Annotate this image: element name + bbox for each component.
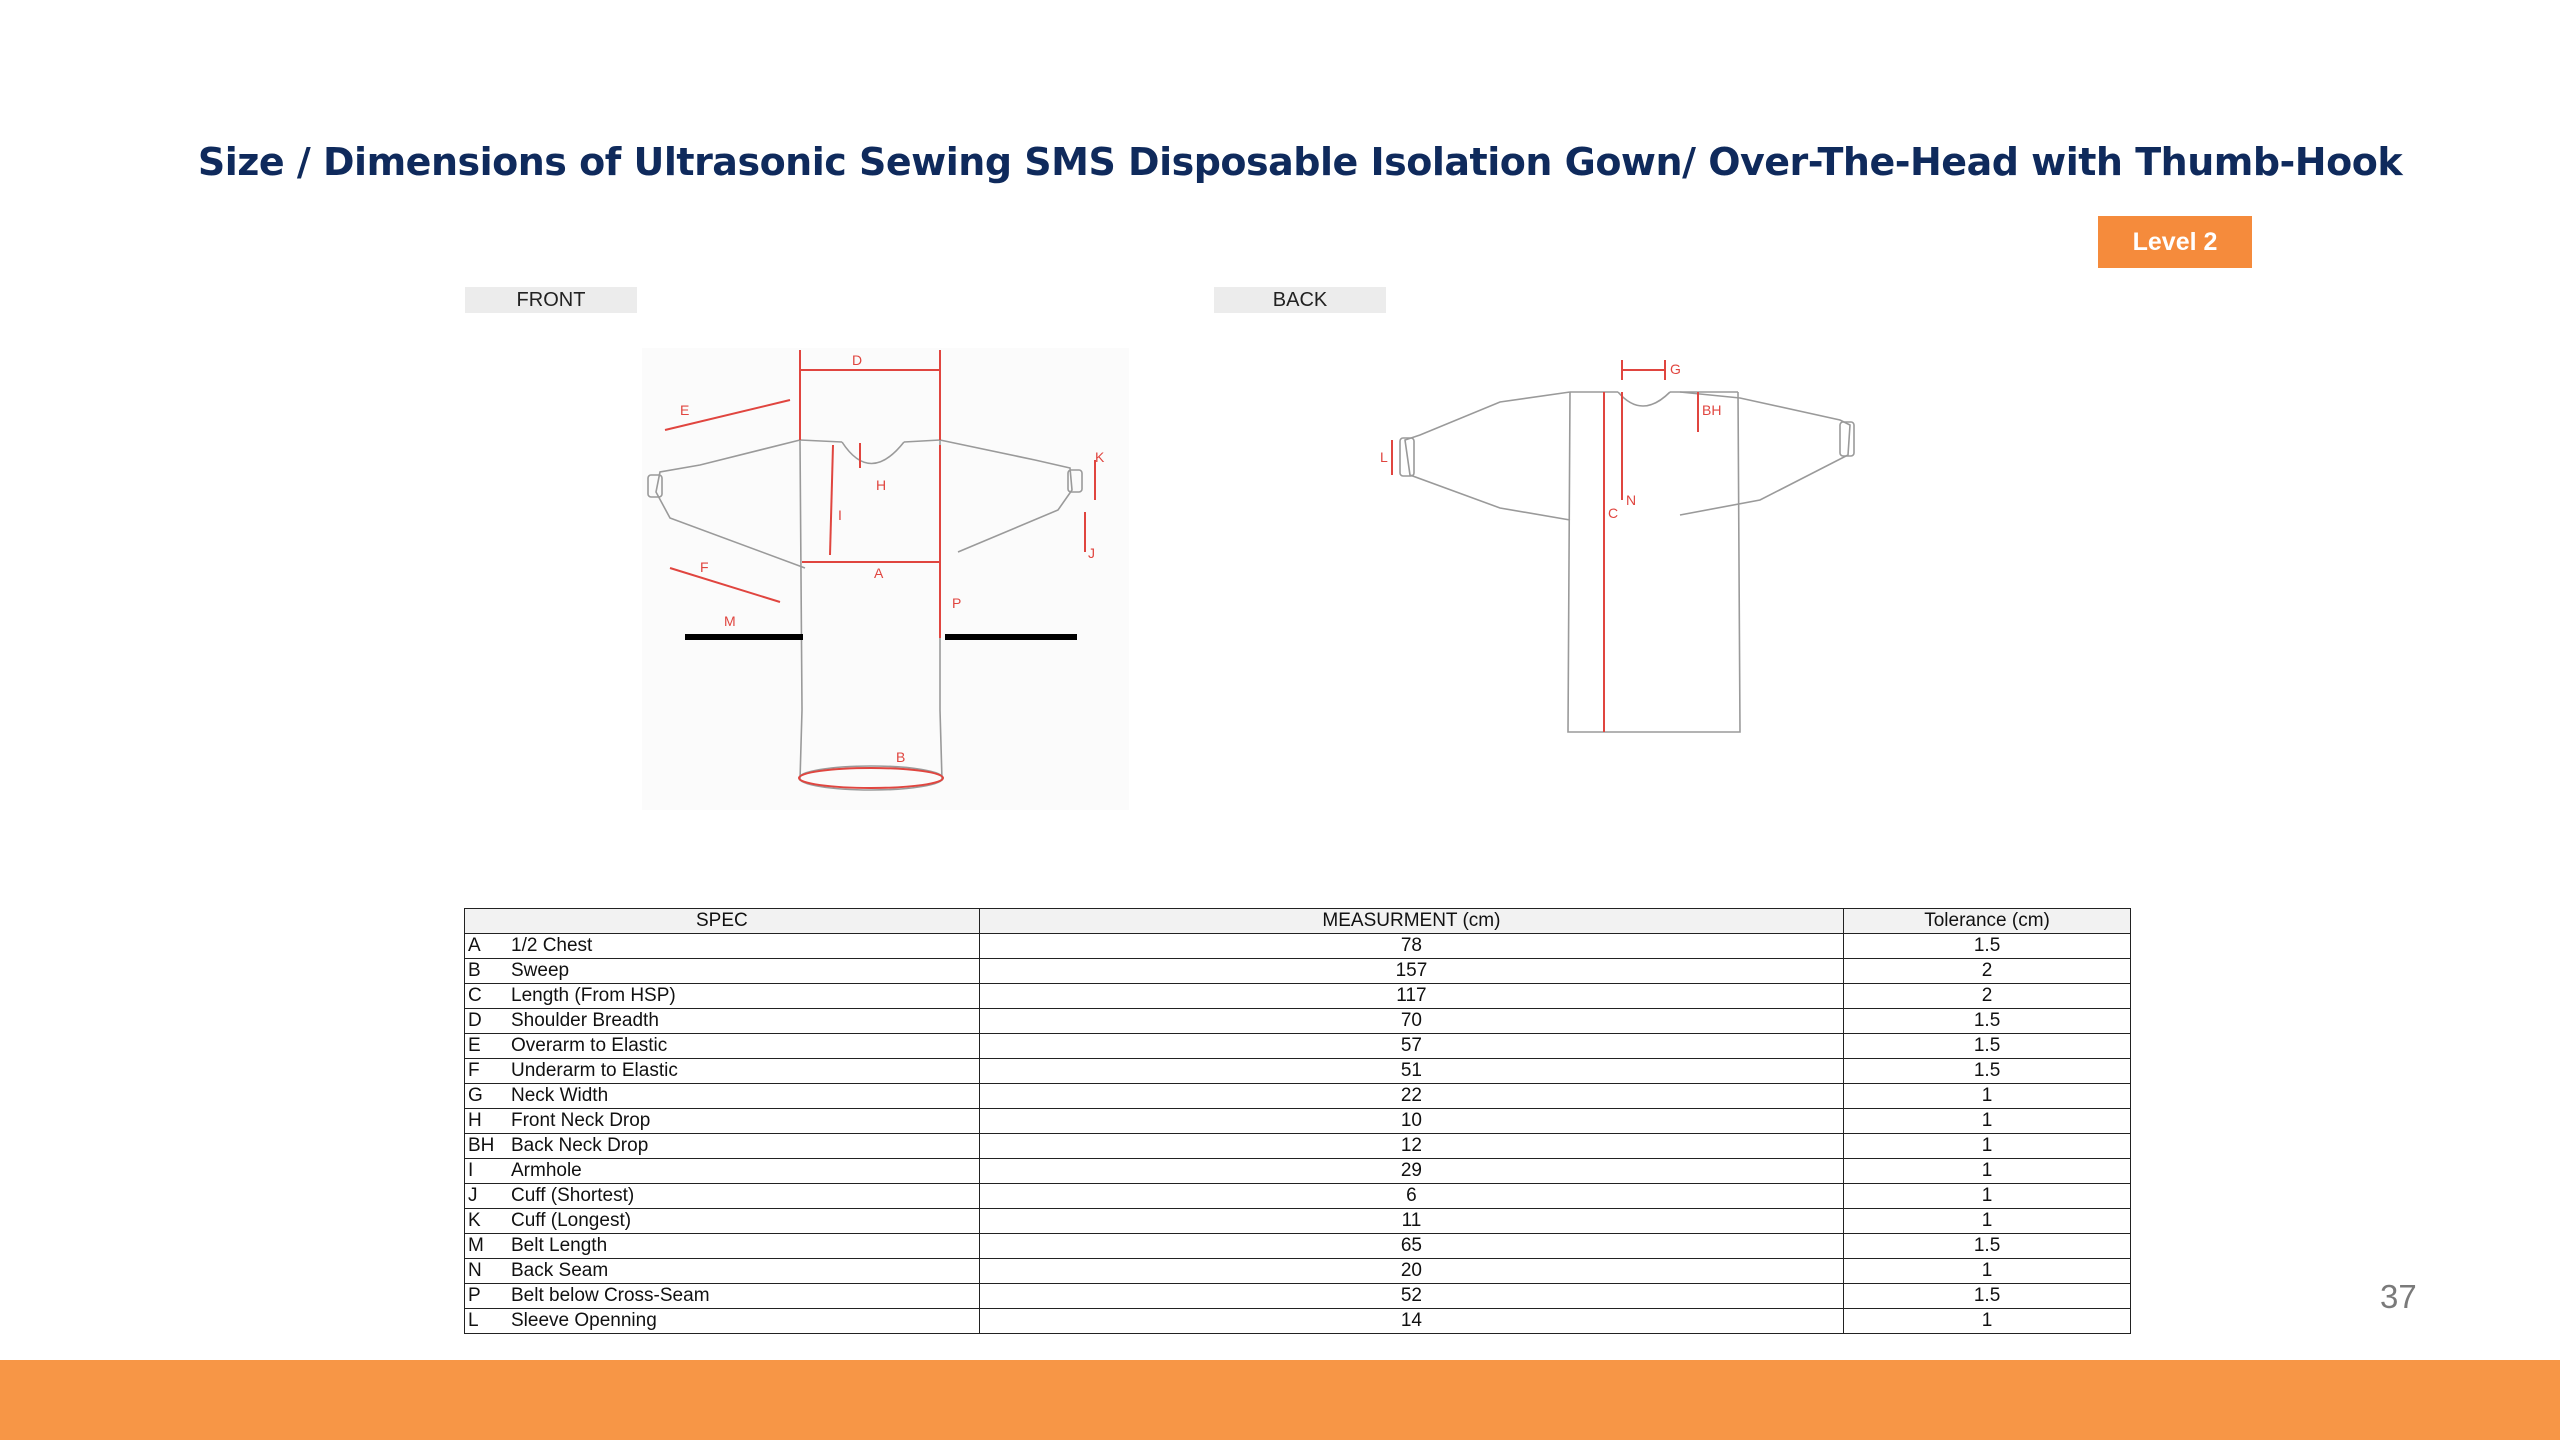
table-row [465, 1209, 2131, 1234]
tolerance-cell: 2 [1844, 959, 2131, 984]
tolerance-cell: 1 [1844, 1184, 2131, 1209]
tolerance-cell: 1.5 [1844, 1059, 2131, 1084]
tolerance-cell: 1.5 [1844, 1234, 2131, 1259]
table-row [465, 1259, 2131, 1284]
spec-code: G [468, 1085, 483, 1106]
front-marker-d: D [852, 352, 863, 368]
spec-name: Back Seam [511, 1260, 609, 1281]
back-marker-c: C [1608, 505, 1619, 521]
spec-code: F [468, 1060, 480, 1081]
spec-name: Shoulder Breadth [511, 1010, 659, 1031]
spec-code: H [468, 1110, 482, 1131]
spec-cell [465, 1284, 980, 1309]
spec-code: K [468, 1210, 481, 1231]
spec-code: D [468, 1010, 482, 1031]
spec-name: Belt below Cross-Seam [511, 1285, 710, 1306]
spec-cell [465, 1259, 980, 1284]
header-measurement: MEASURMENT (cm) [979, 909, 1843, 934]
measurement-cell: 10 [979, 1109, 1843, 1134]
tolerance-cell: 1 [1844, 1209, 2131, 1234]
spec-cell [465, 1109, 980, 1134]
spec-code: J [468, 1185, 478, 1206]
table-row [465, 1159, 2131, 1184]
tolerance-cell: 1.5 [1844, 1284, 2131, 1309]
table-row [465, 1134, 2131, 1159]
tolerance-cell: 1 [1844, 1309, 2131, 1334]
spec-name: Cuff (Shortest) [511, 1185, 635, 1206]
measurement-cell: 20 [979, 1259, 1843, 1284]
front-marker-h: H [876, 477, 887, 493]
tolerance-cell: 1.5 [1844, 934, 2131, 959]
spec-name: Armhole [511, 1160, 582, 1181]
table-row [465, 934, 2131, 959]
spec-code: B [468, 960, 481, 981]
slide-title: Size / Dimensions of Ultrasonic Sewing SMS Disposable Isolation Gown/ Over-The-Head with Thumb-Hook [197, 140, 2403, 184]
spec-code: I [468, 1160, 474, 1181]
page-number: 37 [2380, 1278, 2417, 1315]
spec-table [464, 908, 2131, 1334]
front-view-label: FRONT [465, 287, 637, 313]
back-gown-diagram [1380, 340, 1870, 740]
spec-table-body [465, 934, 2131, 1334]
header-spec: SPEC [465, 909, 980, 934]
back-marker-n: N [1626, 492, 1637, 508]
spec-name: Sweep [511, 960, 570, 981]
measurement-cell: 52 [979, 1284, 1843, 1309]
spec-name: Length (From HSP) [511, 985, 676, 1006]
spec-code: BH [468, 1135, 495, 1156]
measurement-cell: 29 [979, 1159, 1843, 1184]
spec-cell [465, 959, 980, 984]
back-marker-bh: BH [1702, 402, 1722, 418]
front-marker-a: A [874, 565, 884, 581]
measurement-cell: 65 [979, 1234, 1843, 1259]
measurement-cell: 11 [979, 1209, 1843, 1234]
front-marker-k: K [1095, 449, 1105, 465]
tolerance-cell: 2 [1844, 984, 2131, 1009]
measurement-cell: 22 [979, 1084, 1843, 1109]
front-marker-b: B [896, 749, 906, 765]
spec-cell [465, 1209, 980, 1234]
measurement-cell: 6 [979, 1184, 1843, 1209]
spec-name: Front Neck Drop [511, 1110, 651, 1131]
tolerance-cell: 1 [1844, 1259, 2131, 1284]
front-marker-i: I [838, 507, 842, 523]
measurement-cell: 157 [979, 959, 1843, 984]
spec-code: P [468, 1285, 481, 1306]
table-row [465, 984, 2131, 1009]
tolerance-cell: 1.5 [1844, 1009, 2131, 1034]
table-row [465, 1234, 2131, 1259]
header-tolerance: Tolerance (cm) [1844, 909, 2131, 934]
table-row [465, 1284, 2131, 1309]
measurement-cell: 70 [979, 1009, 1843, 1034]
spec-cell [465, 1084, 980, 1109]
footer-bar [0, 1360, 2560, 1440]
front-marker-m: M [724, 613, 736, 629]
table-row [465, 959, 2131, 984]
table-row [465, 1109, 2131, 1134]
table-row [465, 1034, 2131, 1059]
spec-name: Overarm to Elastic [511, 1035, 668, 1056]
spec-code: A [468, 935, 481, 956]
level-badge: Level 2 [2098, 216, 2252, 268]
tolerance-cell: 1 [1844, 1159, 2131, 1184]
table-row [465, 1084, 2131, 1109]
back-marker-g: G [1670, 361, 1681, 377]
tolerance-cell: 1.5 [1844, 1034, 2131, 1059]
spec-name: Sleeve Openning [511, 1310, 657, 1331]
front-marker-p: P [952, 595, 962, 611]
front-marker-f: F [700, 559, 709, 575]
spec-cell [465, 1184, 980, 1209]
front-gown-diagram [640, 340, 1140, 820]
measurement-cell: 51 [979, 1059, 1843, 1084]
table-row [465, 1309, 2131, 1334]
spec-cell [465, 1059, 980, 1084]
spec-code: M [468, 1235, 484, 1256]
spec-cell [465, 1034, 980, 1059]
measurement-cell: 14 [979, 1309, 1843, 1334]
tolerance-cell: 1 [1844, 1134, 2131, 1159]
spec-cell [465, 1134, 980, 1159]
back-marker-l: L [1380, 449, 1388, 465]
measurement-cell: 117 [979, 984, 1843, 1009]
spec-cell [465, 934, 980, 959]
spec-code: E [468, 1035, 481, 1056]
spec-cell [465, 984, 980, 1009]
spec-code: N [468, 1260, 482, 1281]
spec-name: 1/2 Chest [511, 935, 593, 956]
measurement-cell: 57 [979, 1034, 1843, 1059]
table-row [465, 1009, 2131, 1034]
spec-cell [465, 1234, 980, 1259]
tolerance-cell: 1 [1844, 1084, 2131, 1109]
front-marker-e: E [680, 402, 690, 418]
measurement-cell: 78 [979, 934, 1843, 959]
spec-cell [465, 1009, 980, 1034]
spec-cell [465, 1159, 980, 1184]
spec-code: C [468, 985, 482, 1006]
spec-name: Belt Length [511, 1235, 608, 1256]
tolerance-cell: 1 [1844, 1109, 2131, 1134]
front-marker-j: J [1088, 545, 1095, 561]
spec-name: Underarm to Elastic [511, 1060, 678, 1081]
spec-name: Cuff (Longest) [511, 1210, 632, 1231]
spec-name: Back Neck Drop [511, 1135, 649, 1156]
measurement-cell: 12 [979, 1134, 1843, 1159]
table-row [465, 1184, 2131, 1209]
spec-code: L [468, 1310, 479, 1331]
table-row [465, 1059, 2131, 1084]
spec-name: Neck Width [511, 1085, 609, 1106]
back-view-label: BACK [1214, 287, 1386, 313]
table-header-row [465, 909, 2131, 934]
spec-cell [465, 1309, 980, 1334]
